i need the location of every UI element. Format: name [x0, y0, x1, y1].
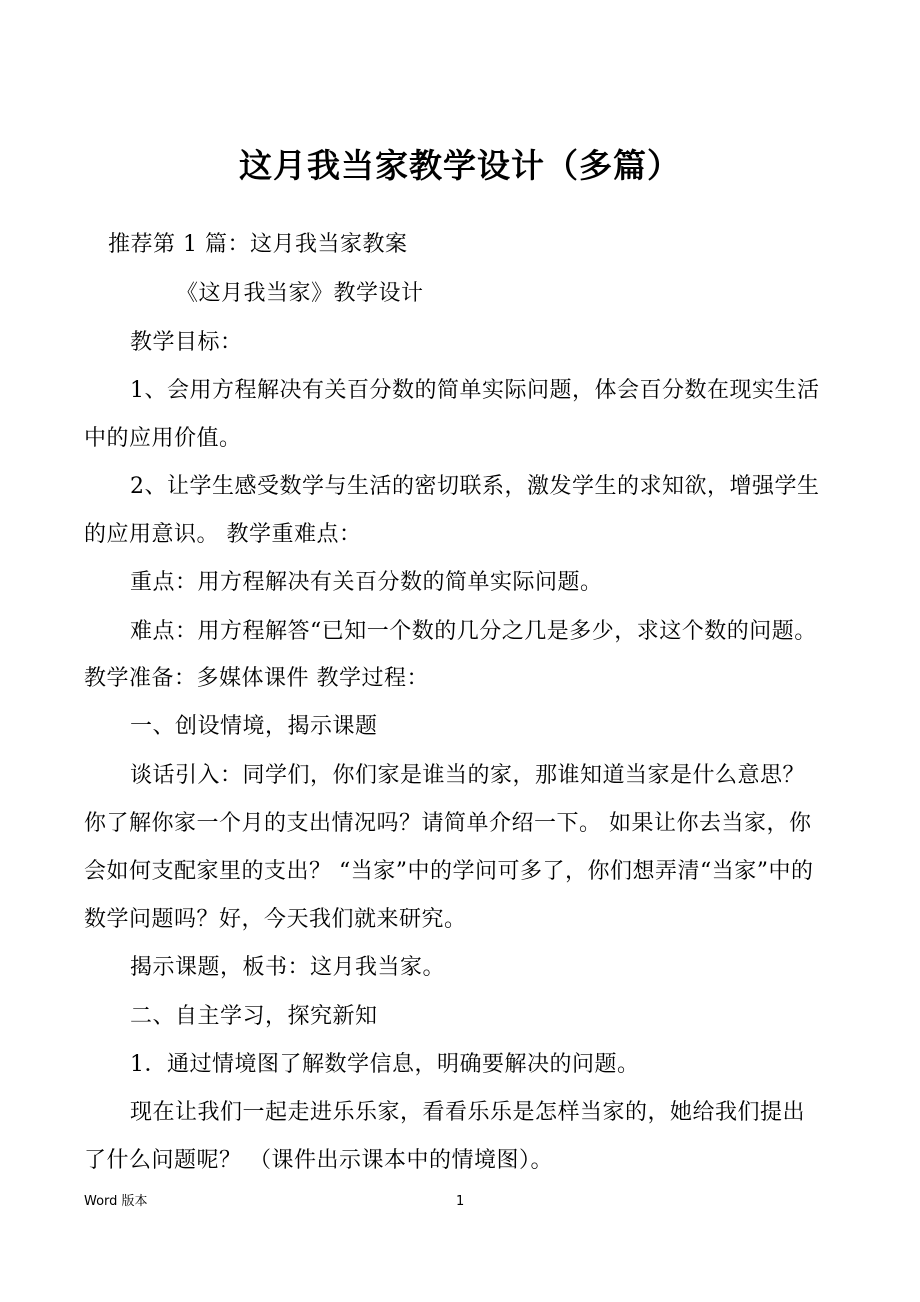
paragraph-line-section-1: 一、创设情境，揭示课题: [130, 714, 378, 739]
paragraph-line-goal-1a: 1、会用方程解决有关百分数的简单实际问题，体会百分数在现实生活: [130, 378, 820, 403]
paragraph-line-lele-b: 了什么问题呢？ （课件出示课本中的情境图）。: [84, 1148, 553, 1173]
paragraph-line-intro-c: 会如何支配家里的支出？ “当家”中的学问可多了，你们想弄清“当家”中的: [84, 859, 814, 884]
paragraph-line-intro-b: 你了解你家一个月的支出情况吗？请简单介绍一下。 如果让你去当家，你: [84, 811, 812, 836]
paragraph-line-recommend: 推荐第 1 篇：这月我当家教案: [108, 232, 408, 257]
paragraph-line-goal-2b: 的应用意识。 教学重难点：: [84, 522, 362, 547]
paragraph-line-preparation: 教学准备：多媒体课件 教学过程：: [84, 666, 429, 691]
paragraph-line-intro-d: 数学问题吗？好，今天我们就来研究。: [84, 907, 467, 932]
paragraph-line-lele-a: 现在让我们一起走进乐乐家，看看乐乐是怎样当家的，她给我们提出: [130, 1100, 806, 1125]
paragraph-line-subtitle: 《这月我当家》教学设计: [176, 281, 424, 306]
paragraph-line-difficult-point: 难点：用方程解答“已知一个数的几分之几是多少，求这个数的问题。: [130, 619, 817, 644]
paragraph-line-section-2: 二、自主学习，探究新知: [130, 1004, 378, 1029]
paragraph-line-intro-a: 谈话引入：同学们，你们家是谁当的家，那谁知道当家是什么意思？: [130, 763, 806, 788]
paragraph-line-goal-heading: 教学目标：: [130, 330, 243, 355]
paragraph-line-reveal-topic: 揭示课题，板书：这月我当家。: [130, 955, 446, 980]
paragraph-line-key-point: 重点：用方程解决有关百分数的简单实际问题。: [130, 570, 603, 595]
footer-label: Word 版本: [84, 1194, 148, 1209]
paragraph-line-goal-1b: 中的应用价值。: [84, 426, 242, 451]
paragraph-line-step-1: 1．通过情境图了解数学信息，明确要解决的问题。: [130, 1052, 640, 1077]
page-number: 1: [456, 1194, 465, 1209]
paragraph-line-goal-2a: 2、让学生感受数学与生活的密切联系，激发学生的求知欲，增强学生: [130, 474, 820, 499]
document-title: 这月我当家教学设计（多篇）: [239, 146, 681, 185]
